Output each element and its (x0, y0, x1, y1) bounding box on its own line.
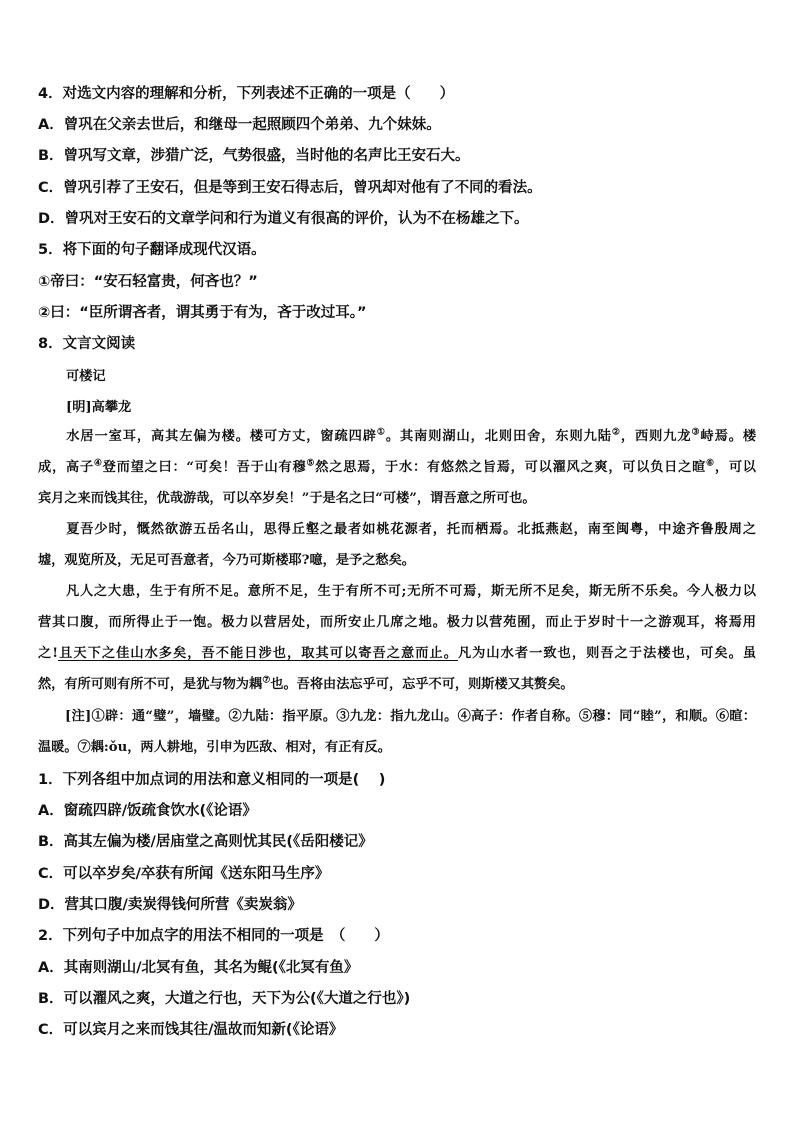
q4-option-b: B．曾巩写文章，涉猎广泛，气势很盛，当时他的名声比王安石大。 (38, 148, 470, 164)
mq1-option-a: A．窗疏四辟/饭疏食饮水(《论语》 (38, 803, 257, 819)
passage-paragraph-2 (38, 514, 756, 576)
notes-line: 温暖。⑦耦:ǒu，两人耕地，引申为匹敌、相对，有正有反。 (38, 740, 391, 755)
notes-line: [注]①辟：通“璧”，墙璧。②九陆：指平原。③九龙：指九龙山。④高子：作者自称。⑤穆：同“睦”，和顺。⑥暄： (64, 709, 756, 724)
paragraph-line: 宾月之来而饯其往，优哉游哉，可以卒岁矣！”于是名之曰“可楼”，谓吾意之所可也。 (38, 491, 536, 506)
q5-sentence-2: ②曰：“臣所谓吝者，谓其勇于有为，吝于改过耳。” (38, 305, 367, 321)
passage-paragraph-1 (38, 421, 756, 514)
passage-author: [明]高攀龙 (66, 400, 132, 415)
mq2-option-a: A．其南则湖山/北冥有鱼，其名为鲲(《北冥有鱼》 (38, 960, 359, 976)
mq2-option-b: B．可以濯风之爽，大道之行也，天下为公(《大道之行也》) (38, 991, 411, 1007)
paragraph-line: 墟，观览所及，无足可吾意者，今乃可斯楼耶?噫，是予之愁矣。 (38, 553, 415, 568)
q4-stem: 4．对选文内容的理解和分析，下列表述不正确的一项是（ ） (38, 86, 455, 102)
section8-heading: 8．文言文阅读 (38, 336, 136, 352)
q4-option-a: A．曾巩在父亲去世后，和继母一起照顾四个弟弟、九个妹妹。 (38, 117, 441, 133)
underlined-sentence: 且天下之佳山水多矣，吾不能日涉也，取其可以寄吾之意而止。 (58, 646, 458, 661)
passage-title: 可楼记 (66, 369, 106, 384)
mq1-stem: 1．下列各组中加点词的用法和意义相同的一项是( ) (38, 772, 386, 788)
paragraph-line: 然，有所可则有所不可，是犹与物为耦⑦也。吾将由法忘乎可，忘乎不可，则斯楼又其赘矣。 (38, 675, 574, 692)
paragraph-line: 夏吾少时，慨然欲游五岳名山，思得丘壑之最者如桃花源者，托而栖焉。北抵燕赵，南至闽粤，中途齐鲁殷周之 (66, 522, 757, 537)
paragraph-line: 水居一室耳，高其左偏为楼。楼可方丈，窗疏四辟①。其南则湖山，北则田舍，东则九陆②，西则九龙③峙焉。楼 (66, 427, 757, 444)
paragraph-line: 营其口腹，而所得止于一饱。极力以营居处，而所安止几席之地。极力以营苑囿，而止于岁时十一之游观耳，将焉用 (38, 615, 756, 630)
mq2-option-c: C．可以宾月之来而饯其往/温故而知新(《论语》 (38, 1022, 344, 1038)
paragraph-line: 之!且天下之佳山水多矣，吾不能日涉也，取其可以寄吾之意而止。凡为山水者一致也，则吾之于法楼也，可矣。虽 (38, 646, 757, 661)
mq1-option-b: B．高其左偏为楼/居庙堂之高则忧其民(《岳阳楼记》 (38, 834, 373, 850)
passage-paragraph-3 (38, 576, 756, 700)
mq1-option-c: C．可以卒岁矣/卒获有所闻《送东阳马生序》 (38, 866, 330, 882)
mq1-option-d: D．营其口腹/卖炭得钱何所营《卖炭翁》 (38, 897, 302, 913)
paragraph-line: 凡人之大患，生于有所不足。意所不足，生于有所不可;无所不可焉，斯无所不足矣，斯无所不乐矣。今人极力以 (65, 584, 756, 599)
paragraph-line: 成，高子④登而望之曰：“可矣！吾于山有穆⑤然之思焉，于水：有悠然之旨焉，可以濯风之爽，可以负日之暄⑥，可以 (38, 458, 756, 475)
q5-sentence-1: ①帝曰：“安石轻富贵，何吝也？” (38, 274, 258, 290)
q4-option-d: D．曾巩对王安石的文章学问和行为道义有很高的评价，认为不在杨雄之下。 (38, 211, 529, 227)
q4-option-c: C．曾巩引荐了王安石，但是等到王安石得志后，曾巩却对他有了不同的看法。 (38, 180, 542, 196)
passage-notes (38, 701, 756, 763)
q5-stem: 5．将下面的句子翻译成现代汉语。 (38, 242, 266, 258)
mq2-stem: 2．下列句子中加点字的用法不相同的一项是 （ ） (38, 928, 389, 944)
